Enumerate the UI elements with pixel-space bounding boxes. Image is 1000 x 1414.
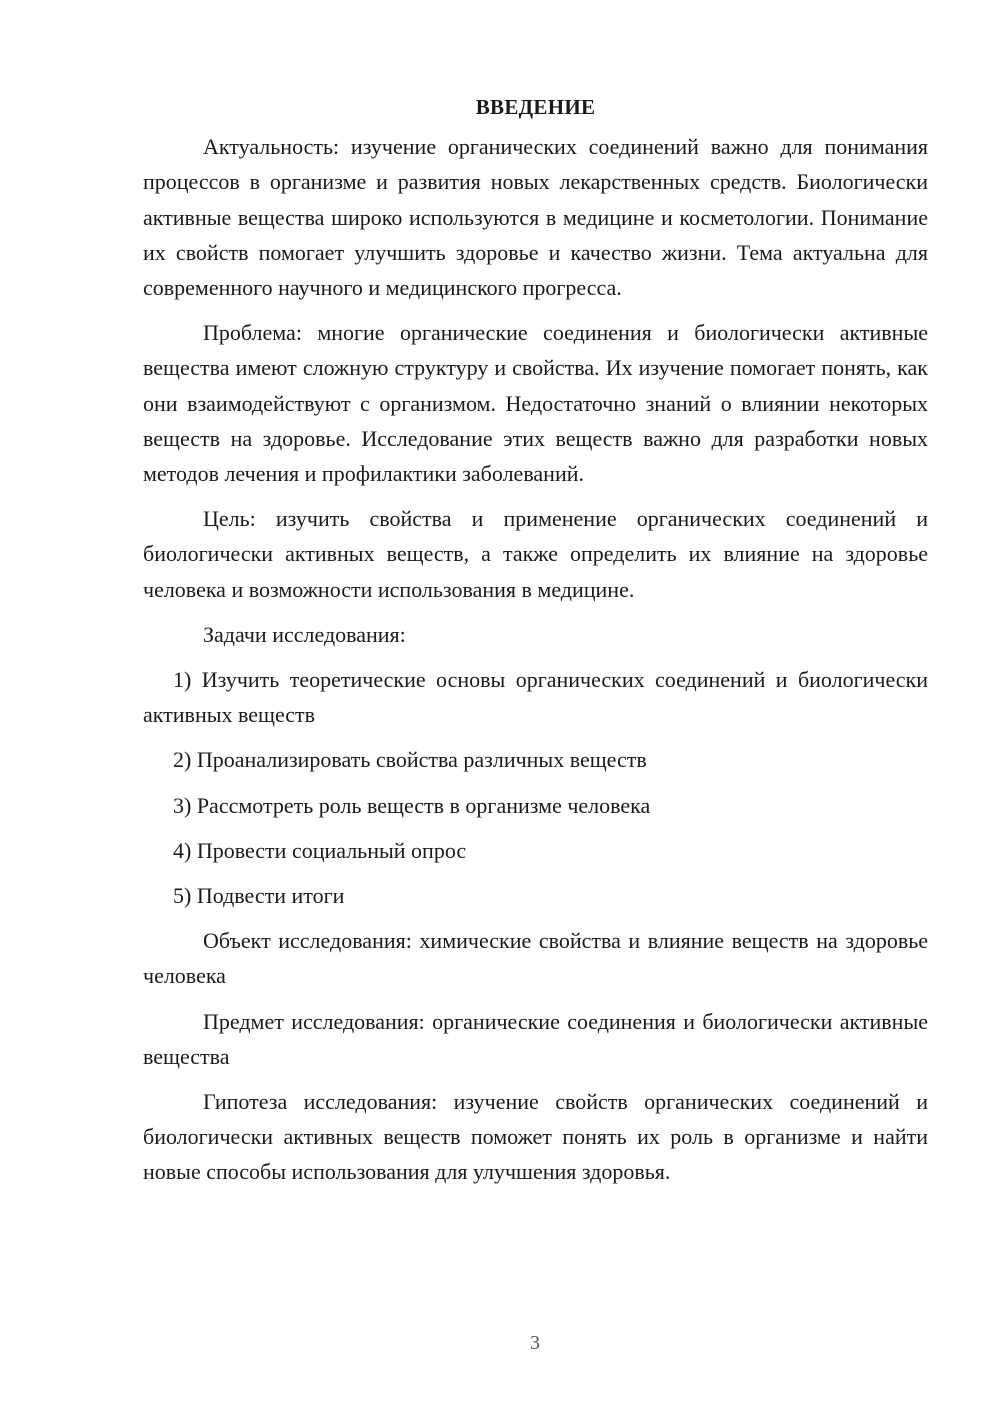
task-item: 4) Провести социальный опрос <box>173 837 467 863</box>
task-item: 5) Подвести итоги <box>173 883 345 909</box>
paragraph-subject: Предмет исследования: органические соединения и биологически активные вещества <box>143 1008 928 1069</box>
task-item: 3) Рассмотреть роль веществ в организме человека <box>173 792 651 818</box>
tasks-title: Задачи исследования: <box>203 621 406 647</box>
paragraph-problem: Проблема: многие органические соединения и биологически активные вещества имеют сложную структуру и свойства. Их изучение помогает понять, как они взаимодействуют с организмом. Недостаточно знаний о влиянии некоторых веществ на здоровье. Исследование этих веществ важно для разработки новых методов лечения и профилактики заболеваний. <box>143 320 928 487</box>
paragraph-relevance: Актуальность: изучение органических соединений важно для понимания процессов в организме и развития новых лекарственных средств. Биологически активные вещества широко используются в медицине и косметологии. Понимание их свойств помогает улучшить здоровье и качество жизни. Тема актуальна для современного научного и медицинского прогресса. <box>143 134 928 301</box>
task-item: 1) Изучить теоретические основы органических соединений и биологически активных веществ <box>143 667 928 728</box>
paragraph-goal: Цель: изучить свойства и применение органических соединений и биологически активных веществ, а также определить их влияние на здоровье человека и возможности использования в медицине. <box>143 506 928 602</box>
page-number: 3 <box>530 1332 540 1354</box>
paragraph-hypothesis: Гипотеза исследования: изучение свойств органических соединений и биологически активных веществ поможет понять их роль в организме и найти новые способы использования для улучшения здоровья. <box>143 1089 928 1185</box>
paragraph-object: Объект исследования: химические свойства и влияние веществ на здоровье человека <box>143 928 928 989</box>
task-item: 2) Проанализировать свойства различных веществ <box>173 747 647 773</box>
page-content <box>143 90 928 1200</box>
section-heading: ВВЕДЕНИЕ <box>475 95 596 119</box>
